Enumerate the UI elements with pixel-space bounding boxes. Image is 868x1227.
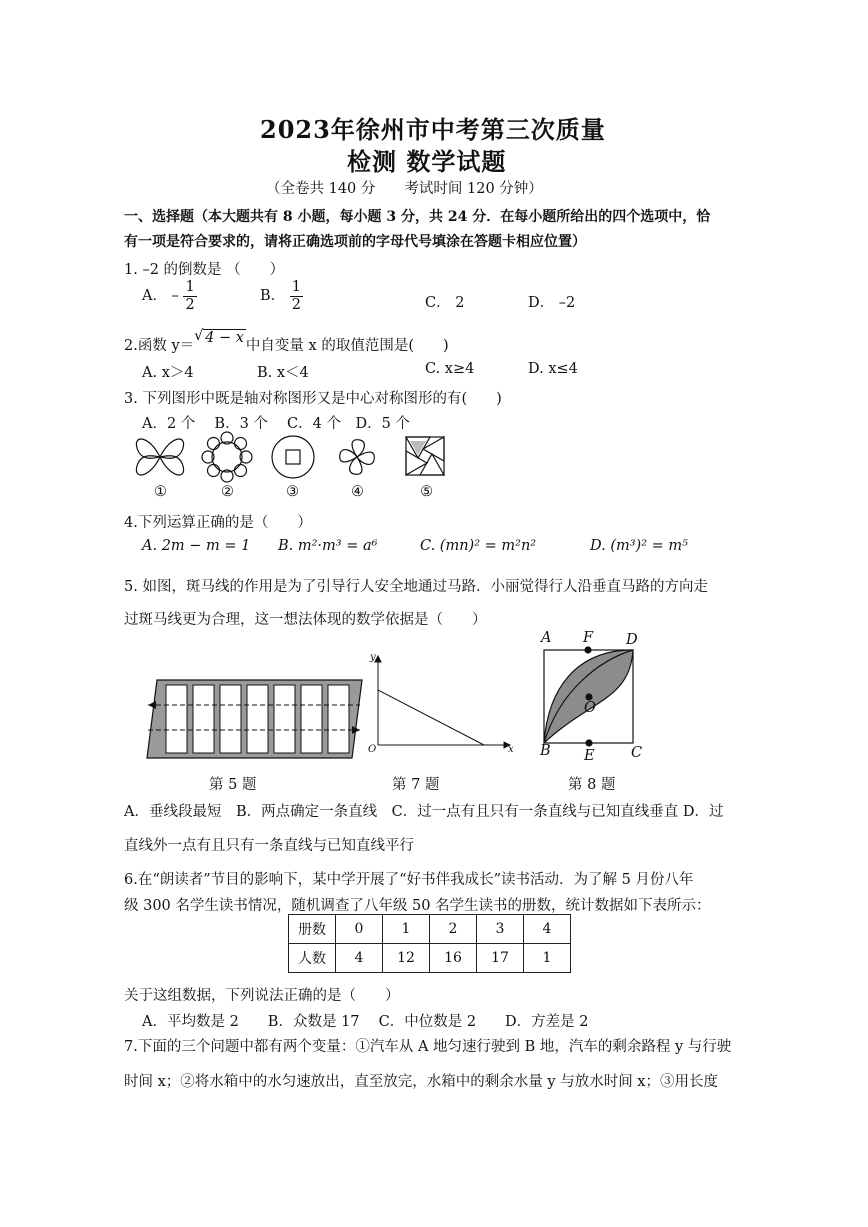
q4-stem: 4.下列运算正确的是（ ）	[124, 515, 312, 531]
q4-option-d: D. (m³)² = m⁵	[590, 538, 688, 554]
table-row	[289, 915, 571, 944]
fig8-caption: 第 8 题	[568, 777, 616, 793]
fig8-label-o: O	[584, 700, 596, 716]
section-heading-line1: 一、选择题（本大题共有 8 小题，每小题 3 分，共 24 分．在每小题所给出的四个选项中，恰	[124, 209, 711, 225]
q3-label-1: ①	[154, 484, 167, 500]
table-cell: 16	[430, 944, 477, 973]
q4-option-c: C. (mn)² = m²n²	[420, 538, 537, 554]
fig5-caption: 第 5 题	[209, 777, 257, 793]
q6-options: A．平均数是 2 B．众数是 17 C．中位数是 2 D．方差是 2	[142, 1014, 589, 1030]
q3-label-4: ④	[351, 484, 364, 500]
exam-info: （全卷共 140 分 考试时间 120 分钟）	[266, 181, 543, 197]
fig8-label-c: C	[631, 745, 643, 761]
q7-line2: 时间 x；②将水箱中的水匀速放出，直至放完，水箱中的剩余水量 y 与放水时间 x；③用长度	[124, 1074, 718, 1090]
page-title-line1: 2023年徐州市中考第三次质量	[260, 115, 606, 144]
fig8-label-a: A	[541, 630, 552, 646]
q1-a-numerator: 1	[185, 279, 195, 295]
q2-suffix: 中自变量 x 的取值范围是( )	[245, 338, 449, 354]
table-cell: 3	[477, 915, 524, 944]
fig8-label-f: F	[583, 630, 594, 646]
q3-label-5: ⑤	[420, 484, 433, 500]
q3-label-3: ③	[286, 484, 299, 500]
sqrt-icon: √	[194, 328, 204, 344]
q5-line2: 过斑马线更为合理，这一想法体现的数学依据是（ ）	[124, 612, 487, 628]
fig8-label-b: B	[540, 743, 551, 759]
page-title-line2: 检测 数学试题	[347, 147, 507, 176]
q1-option-d: D． –2	[528, 295, 576, 311]
table-cell: 4	[524, 915, 571, 944]
q3-label-2: ②	[221, 484, 234, 500]
q3-stem: 3. 下列图形中既是轴对称图形又是中心对称图形的有( )	[124, 391, 502, 407]
reading-stats-table	[288, 914, 571, 973]
table-cell: 册数	[289, 915, 336, 944]
table-cell: 0	[336, 915, 383, 944]
fig8-label-d: D	[626, 632, 638, 648]
q5-answer-line1: A．垂线段最短 B．两点确定一条直线 C．过一点有且只有一条直线与已知直线垂直 D．过	[124, 804, 724, 820]
q1-a-label: A．	[142, 288, 167, 305]
q4-option-b: B. m²·m³ = a⁶	[278, 538, 378, 554]
table-row	[289, 944, 571, 973]
q6-question: 关于这组数据，下列说法正确的是（ ）	[124, 988, 400, 1004]
square-leaf-figure	[544, 647, 633, 746]
q2-option-c: C. x≥4	[425, 361, 475, 377]
zebra-crossing-figure	[147, 680, 362, 758]
q6-line2: 级 300 名学生读书情况，随机调查了八年级 50 名学生读书的册数，统计数据如下表所示：	[124, 898, 711, 914]
table-cell: 17	[477, 944, 524, 973]
table-cell: 1	[383, 915, 430, 944]
q3-options: A．2 个 B．3 个 C．4 个 D．5 个	[142, 416, 410, 432]
q7-line1: 7.下面的三个问题中都有两个变量：①汽车从 A 地匀速行驶到 B 地，汽车的剩余路程 y 与行驶	[124, 1039, 732, 1055]
fig8-label-e: E	[584, 748, 595, 764]
section-heading-line2: 有一项是符合要求的，请将正确选项前的字母代号填涂在答题卡相应位置）	[124, 234, 586, 250]
fig7-caption: 第 7 题	[392, 777, 440, 793]
q1-b-denominator: 2	[291, 296, 301, 313]
table-cell: 1	[524, 944, 571, 973]
line-graph-figure	[375, 656, 510, 748]
q5-line1: 5. 如图，斑马线的作用是为了引导行人安全地通过马路．小丽觉得行人沿垂直马路的方向走	[124, 579, 708, 595]
table-cell: 2	[430, 915, 477, 944]
q2-option-d: D. x≤4	[528, 361, 578, 377]
q1-a-sign: –	[171, 288, 179, 305]
q5-answer-line2: 直线外一点有且只有一条直线与已知直线平行	[124, 838, 414, 854]
q1-b-label: B．	[260, 288, 286, 305]
q1-option-c: C． 2	[425, 295, 465, 311]
q1-a-denominator: 2	[185, 296, 195, 313]
table-cell: 4	[336, 944, 383, 973]
fig7-origin-label: O	[368, 744, 377, 755]
fig7-y-label: y	[370, 652, 376, 663]
q6-line1: 6.在“朗读者”节目的影响下，某中学开展了“好书伴我成长”读书活动．为了解 5 月份八年	[124, 872, 694, 888]
q2-radicand: 4 − x	[205, 330, 244, 346]
q2-prefix: 2.函数 y＝	[124, 338, 195, 354]
q2-option-a: A. x＞4	[142, 365, 194, 381]
q1-b-numerator: 1	[291, 279, 301, 295]
q1-stem: 1. –2 的倒数是 （ ）	[124, 262, 285, 278]
q2-option-b: B. x＜4	[257, 365, 309, 381]
table-cell: 12	[383, 944, 430, 973]
table-cell: 人数	[289, 944, 336, 973]
q4-option-a: A. 2m − m = 1	[142, 538, 251, 554]
fig7-x-label: x	[508, 744, 514, 755]
